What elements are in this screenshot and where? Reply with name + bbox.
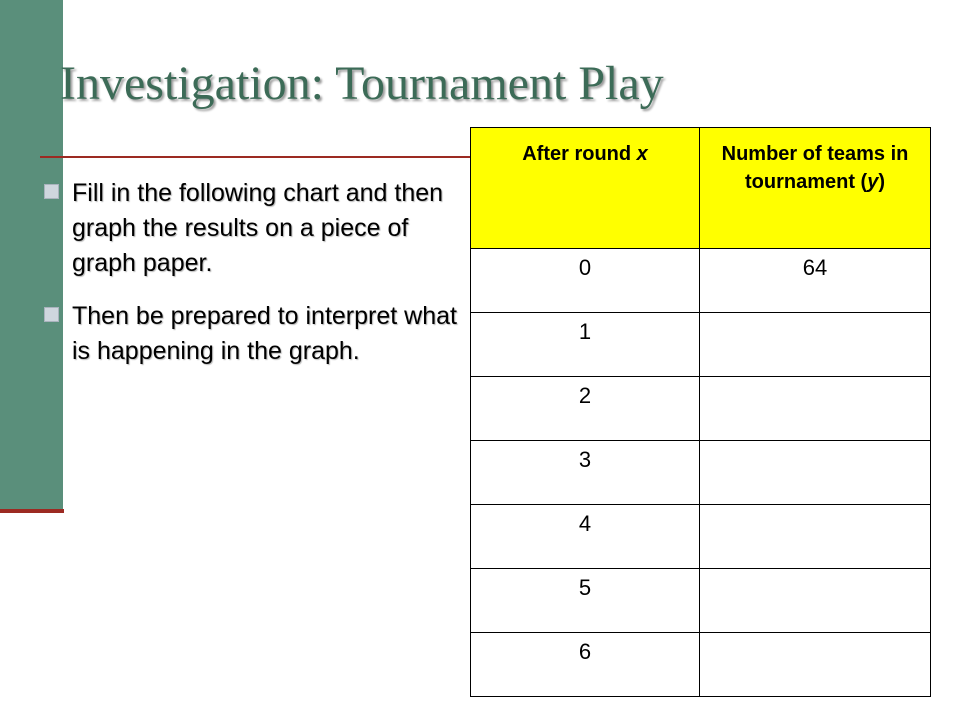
teams-cell[interactable]	[700, 569, 931, 633]
round-cell: 6	[471, 633, 700, 697]
teams-cell[interactable]	[700, 441, 931, 505]
bullet-list	[40, 176, 460, 387]
table-row	[471, 441, 931, 505]
table-row	[471, 505, 931, 569]
header-teams-variable: y	[867, 171, 879, 193]
teams-cell[interactable]	[700, 633, 931, 697]
teams-cell[interactable]: 64	[700, 249, 931, 313]
table-row	[471, 569, 931, 633]
table-header-row	[471, 128, 931, 249]
header-round-prefix: After round	[522, 143, 637, 165]
header-teams	[700, 128, 931, 249]
square-bullet-icon	[44, 184, 59, 199]
table-row	[471, 633, 931, 697]
slide-title: Investigation: Tournament Play	[60, 57, 664, 110]
round-cell: 4	[471, 505, 700, 569]
table-row	[471, 313, 931, 377]
teams-cell[interactable]	[700, 377, 931, 441]
header-teams-prefix: Number of teams in tournament (	[721, 143, 909, 193]
bullet-item	[40, 299, 460, 369]
table-row	[471, 249, 931, 313]
side-accent-bar-edge	[0, 509, 64, 513]
bullet-text: Fill in the following chart and then graph the results on a piece of graph paper.	[72, 179, 444, 277]
bullet-text: Then be prepared to interpret what is happening in the graph.	[72, 302, 457, 365]
round-cell: 5	[471, 569, 700, 633]
square-bullet-icon	[44, 307, 59, 322]
title-divider	[40, 156, 470, 158]
round-cell: 1	[471, 313, 700, 377]
round-cell: 2	[471, 377, 700, 441]
header-round	[471, 128, 700, 249]
bullet-item	[40, 176, 460, 281]
table-row	[471, 377, 931, 441]
round-cell: 0	[471, 249, 700, 313]
header-round-variable: x	[636, 143, 648, 165]
tournament-table	[470, 127, 931, 697]
teams-cell[interactable]	[700, 313, 931, 377]
header-teams-suffix: )	[878, 171, 885, 193]
teams-cell[interactable]	[700, 505, 931, 569]
round-cell: 3	[471, 441, 700, 505]
